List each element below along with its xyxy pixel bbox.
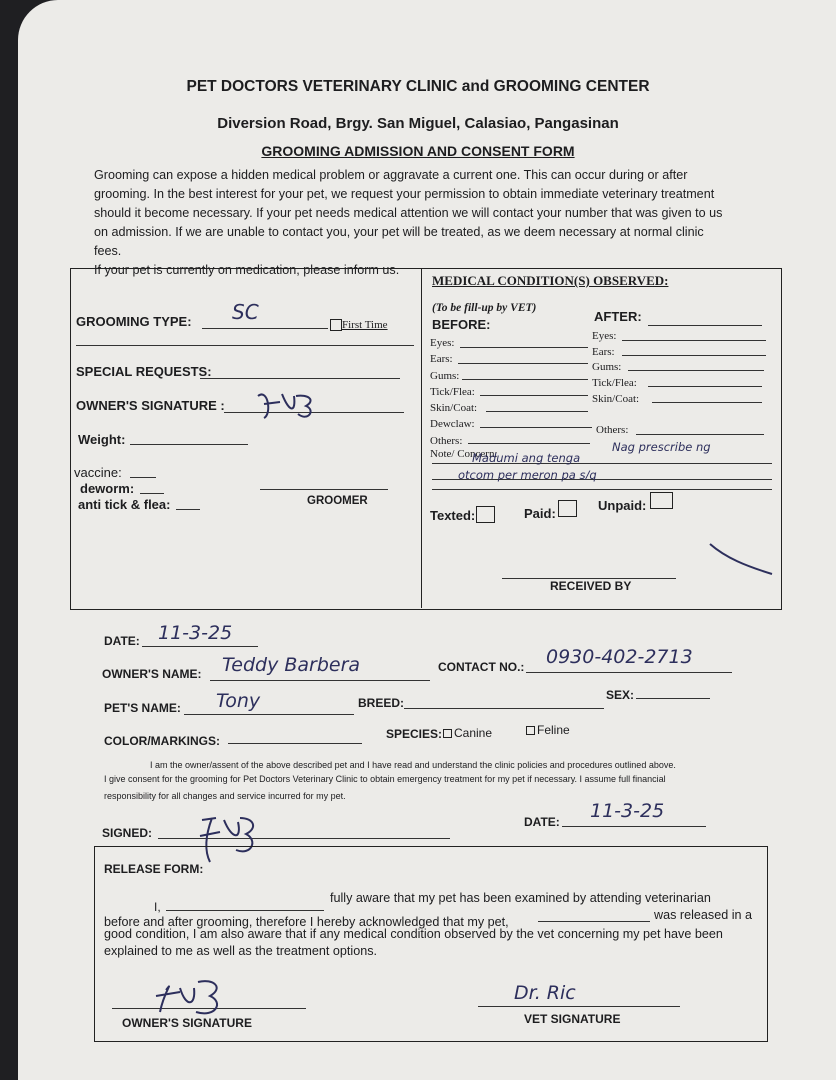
groomer-line xyxy=(260,489,388,490)
texted-checkbox[interactable] xyxy=(476,506,495,523)
special-requests-line xyxy=(200,378,400,379)
before-dewclaw-line xyxy=(480,427,592,428)
release-vet-sig-line xyxy=(478,1006,680,1007)
release-line-4: explained to me as well as the treatment options. xyxy=(104,944,378,958)
sex-line xyxy=(636,698,710,699)
first-time-checkbox[interactable] xyxy=(330,319,342,331)
owner-signature-scribble xyxy=(250,384,330,428)
before-gums: Gums: xyxy=(430,369,460,382)
color-label: COLOR/MARKINGS: xyxy=(104,734,220,748)
consent-line-2: I give consent for the grooming for Pet Doctors Veterinary Clinic to obtain emergency treatment for my pet if necessary. I assume full financial xyxy=(104,774,666,784)
weight-line xyxy=(130,444,248,445)
intro-line: grooming. In the best interest for your pet, we request your permission to obtain immediate veterinary treatment xyxy=(94,187,715,201)
release-i: I, xyxy=(154,900,161,914)
first-time-label: First Time xyxy=(342,319,388,331)
grooming-extra-line xyxy=(76,345,414,346)
before-label: BEFORE: xyxy=(432,317,491,332)
before-dewclaw: Dewclaw: xyxy=(430,418,475,431)
contact-value[interactable]: 0930-402-2713 xyxy=(546,646,693,668)
signed-label: SIGNED: xyxy=(102,826,153,840)
note-handwritten-2[interactable]: Madumi ang tenga xyxy=(472,451,581,465)
release-title: RELEASE FORM: xyxy=(104,862,204,876)
before-others: Others: xyxy=(430,434,463,447)
received-by-label: RECEIVED BY xyxy=(550,579,632,593)
release-line-2b: was released in a xyxy=(654,908,753,922)
before-others-line xyxy=(468,443,590,444)
after-tickflea-line xyxy=(648,386,762,387)
consent-line-3: responsibility for all changes and service incurred for my pet. xyxy=(104,791,346,801)
contact-line xyxy=(526,672,732,673)
breed-line xyxy=(404,708,604,709)
after-ears: Ears: xyxy=(592,345,615,358)
before-ears: Ears: xyxy=(430,353,453,366)
before-tickflea: Tick/Flea: xyxy=(430,385,475,398)
feline-checkbox[interactable] xyxy=(526,726,535,735)
after-gums: Gums: xyxy=(592,361,622,374)
owner-signature-label: OWNER'S SIGNATURE : xyxy=(76,398,225,413)
owner-name-value[interactable]: Teddy Barbera xyxy=(222,654,361,676)
deworm-label: deworm: xyxy=(80,481,135,496)
before-gums-line xyxy=(462,379,588,380)
box-divider xyxy=(421,268,422,608)
after-label: AFTER: xyxy=(594,309,642,324)
unpaid-checkbox[interactable] xyxy=(650,492,673,509)
release-line-2a: before and after grooming, therefore I hereby acknowledged that my pet, xyxy=(104,915,509,929)
intro-line: Grooming can expose a hidden medical problem or aggravate a current one. This can occur during or after xyxy=(94,168,688,182)
clinic-address: Diversion Road, Brgy. San Miguel, Calasiao, Pangasinan xyxy=(217,115,619,132)
date-value[interactable]: 11-3-25 xyxy=(158,622,233,644)
vet-signature-value[interactable]: Dr. Ric xyxy=(514,982,576,1004)
before-tickflea-line xyxy=(480,395,588,396)
canine-checkbox[interactable] xyxy=(443,729,452,738)
paid-label: Paid: xyxy=(524,506,556,521)
medical-title: MEDICAL CONDITION(S) OBSERVED: xyxy=(432,273,669,288)
before-eyes-line xyxy=(460,347,588,348)
species-canine: Canine xyxy=(454,726,493,740)
release-pet-line xyxy=(538,921,650,922)
intro-paragraph xyxy=(94,166,734,280)
grooming-type-label: GROOMING TYPE: xyxy=(76,314,192,329)
vaccine-line xyxy=(130,477,156,478)
medical-subtitle: (To be fill-up by VET) xyxy=(432,302,537,314)
before-ears-line xyxy=(458,363,588,364)
pet-name-label: PET'S NAME: xyxy=(104,701,181,715)
consent-date-label: DATE: xyxy=(524,815,560,829)
date-label: DATE: xyxy=(104,634,140,648)
after-gums-line xyxy=(628,370,764,371)
weight-label: Weight: xyxy=(78,432,126,447)
sex-label: SEX: xyxy=(606,688,635,702)
date-line xyxy=(142,646,258,647)
release-vet-signature-label: VET SIGNATURE xyxy=(524,1012,621,1026)
release-line-3: good condition, I am also aware that if any medical condition observed by the vet concerning my pet have been xyxy=(104,927,723,941)
groomer-label: GROOMER xyxy=(307,495,368,507)
after-eyes-line xyxy=(622,340,766,341)
clinic-name: PET DOCTORS VETERINARY CLINIC and GROOMING CENTER xyxy=(186,78,650,95)
pet-name-value[interactable]: Tony xyxy=(216,690,261,712)
before-eyes: Eyes: xyxy=(430,337,455,349)
consent-line-1: I am the owner/assent of the above described pet and I have read and understand the clinic policies and procedures outlined above. xyxy=(150,760,676,770)
species-feline: Feline xyxy=(537,723,570,737)
before-skincoat: Skin/Coat: xyxy=(430,402,478,415)
after-title-line xyxy=(648,325,762,326)
grooming-type-value[interactable]: SC xyxy=(232,300,259,324)
release-owner-signature-label: OWNER'S SIGNATURE xyxy=(122,1016,252,1030)
texted-label: Texted: xyxy=(430,508,476,523)
after-others-line xyxy=(636,434,764,435)
after-others: Others: xyxy=(596,424,629,436)
special-requests-label: SPECIAL REQUESTS: xyxy=(76,364,212,379)
owner-name-label: OWNER'S NAME: xyxy=(102,667,202,681)
after-skincoat: Skin/Coat: xyxy=(592,392,640,405)
grooming-type-line xyxy=(202,328,328,329)
before-list xyxy=(430,335,477,449)
before-skincoat-line xyxy=(486,411,588,412)
vaccine-label: vaccine: xyxy=(74,465,122,480)
after-ears-line xyxy=(622,355,766,356)
deworm-line xyxy=(140,493,164,494)
paid-checkbox[interactable] xyxy=(558,500,577,517)
color-line xyxy=(228,743,362,744)
form-title: GROOMING ADMISSION AND CONSENT FORM xyxy=(261,143,575,159)
owner-name-line xyxy=(210,680,430,681)
intro-line: on admission. If we are unable to contact you, your pet will be treated, as we deem necessary at normal clinic fees. xyxy=(94,225,704,258)
unpaid-label: Unpaid: xyxy=(598,498,647,513)
consent-date-value[interactable]: 11-3-25 xyxy=(590,800,665,822)
after-tickflea: Tick/Flea: xyxy=(592,377,637,390)
note-label: Note/ Concern: xyxy=(430,448,498,460)
note-handwritten-3[interactable]: otcom per meron pa s/q xyxy=(458,468,597,482)
species-label: SPECIES: xyxy=(386,727,443,741)
note-handwritten-1[interactable]: Nag prescribe ng xyxy=(612,440,711,454)
intro-line: should it become necessary. If your pet needs medical attention we will contact your number that was given to us xyxy=(94,206,723,220)
checkmark-stroke xyxy=(706,540,776,580)
antitick-line xyxy=(176,509,200,510)
breed-label: BREED: xyxy=(358,696,405,710)
release-line-1: fully aware that my pet has been examined by attending veterinarian xyxy=(330,891,711,905)
after-eyes: Eyes: xyxy=(592,330,617,342)
intro-line: If your pet is currently on medication, please inform us. xyxy=(94,263,400,277)
contact-label: CONTACT NO.: xyxy=(438,660,525,674)
release-name-line xyxy=(166,910,324,911)
consent-date-line xyxy=(562,826,706,827)
note-line-3 xyxy=(432,489,772,490)
after-skincoat-line xyxy=(652,402,762,403)
antitick-label: anti tick & flea: xyxy=(78,497,171,512)
pet-name-line xyxy=(184,714,354,715)
